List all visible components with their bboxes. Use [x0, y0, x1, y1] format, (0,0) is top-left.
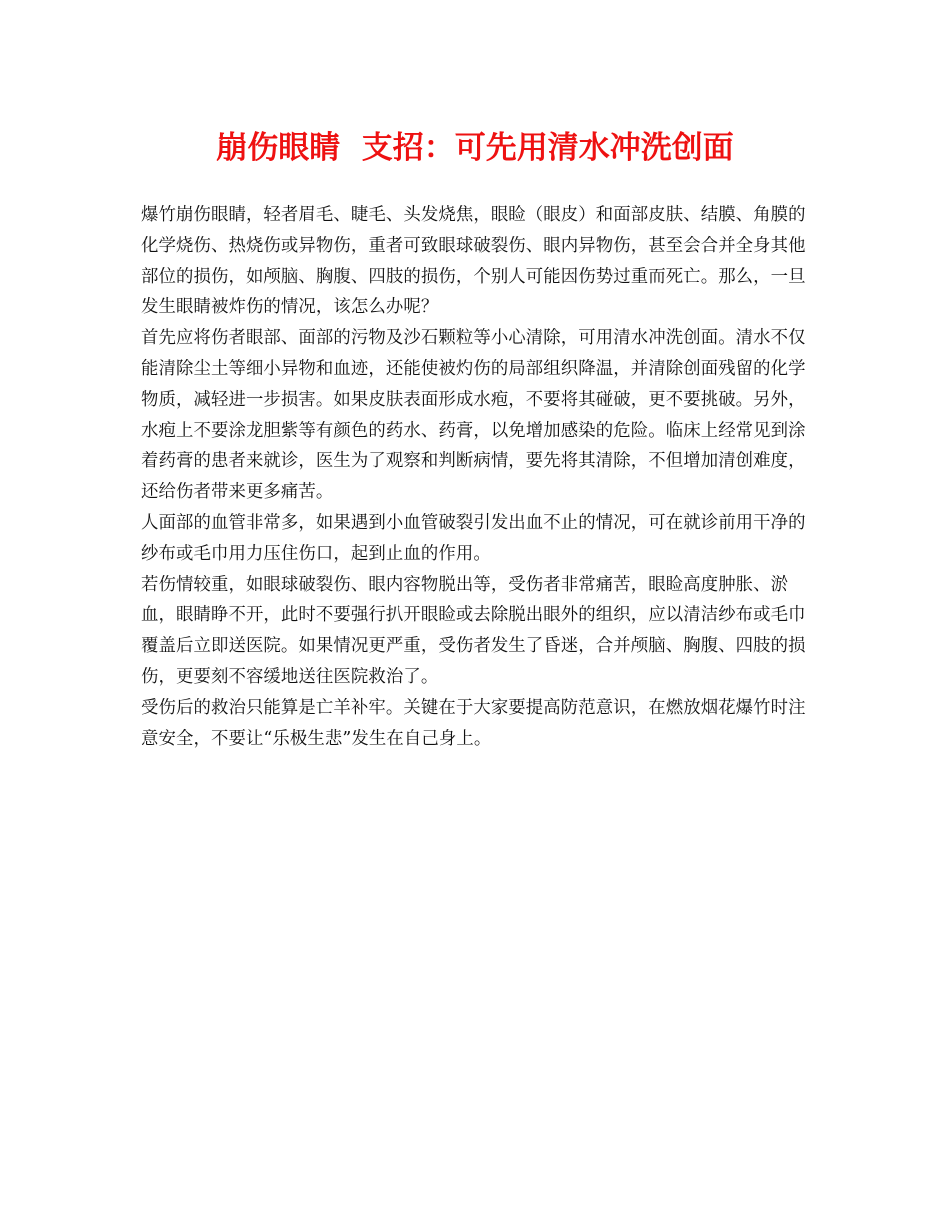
- paragraph-2: 首先应将伤者眼部、面部的污物及沙石颗粒等小心清除，可用清水冲洗创面。清水不仅能清除尘土等细小异物和血迹，还能使被灼伤的局部组织降温，并清除创面残留的化学物质，减轻进一步损害。如果皮肤表面形成水疱，不要将其碰破，更不要挑破。另外，水疱上不要涂龙胆紫等有颜色的药水、药膏，以免增加感染的危险。临床上经常见到涂着药膏的患者来就诊，医生为了观察和判断病情，要先将其清除，不但增加清创难度，还给伤者带来更多痛苦。: [141, 328, 806, 503]
- paragraph-1: 爆竹崩伤眼睛，轻者眉毛、睫毛、头发烧焦，眼睑（眼皮）和面部皮肤、结膜、角膜的化学烧伤、热烧伤或异物伤，重者可致眼球破裂伤、眼内异物伤，甚至会合并全身其他部位的损伤，如颅脑、胸腹、四肢的损伤，个别人可能因伤势过重而死亡。那么，一旦发生眼睛被炸伤的情况，该怎么办呢？: [141, 205, 806, 318]
- document-body: [141, 200, 816, 754]
- paragraph-4: 若伤情较重，如眼球破裂伤、眼内容物脱出等，受伤者非常痛苦，眼睑高度肿胀、淤血，眼睛睁不开，此时不要强行扒开眼睑或去除脱出眼外的组织，应以清洁纱布或毛巾覆盖后立即送医院。如果情况更严重，受伤者发生了昏迷，合并颅脑、胸腹、四肢的损伤，更要刻不容缓地送往医院救治了。: [141, 574, 806, 687]
- paragraph-5: 受伤后的救治只能算是亡羊补牢。关键在于大家要提高防范意识，在燃放烟花爆竹时注意安全，不要让“乐极生悲”发生在自己身上。: [141, 697, 806, 749]
- paragraph-3: 人面部的血管非常多，如果遇到小血管破裂引发出血不止的情况，可在就诊前用干净的纱布或毛巾用力压住伤口，起到止血的作用。: [141, 512, 806, 564]
- document-title: 崩伤眼睛 支招：可先用清水冲洗创面: [216, 130, 734, 166]
